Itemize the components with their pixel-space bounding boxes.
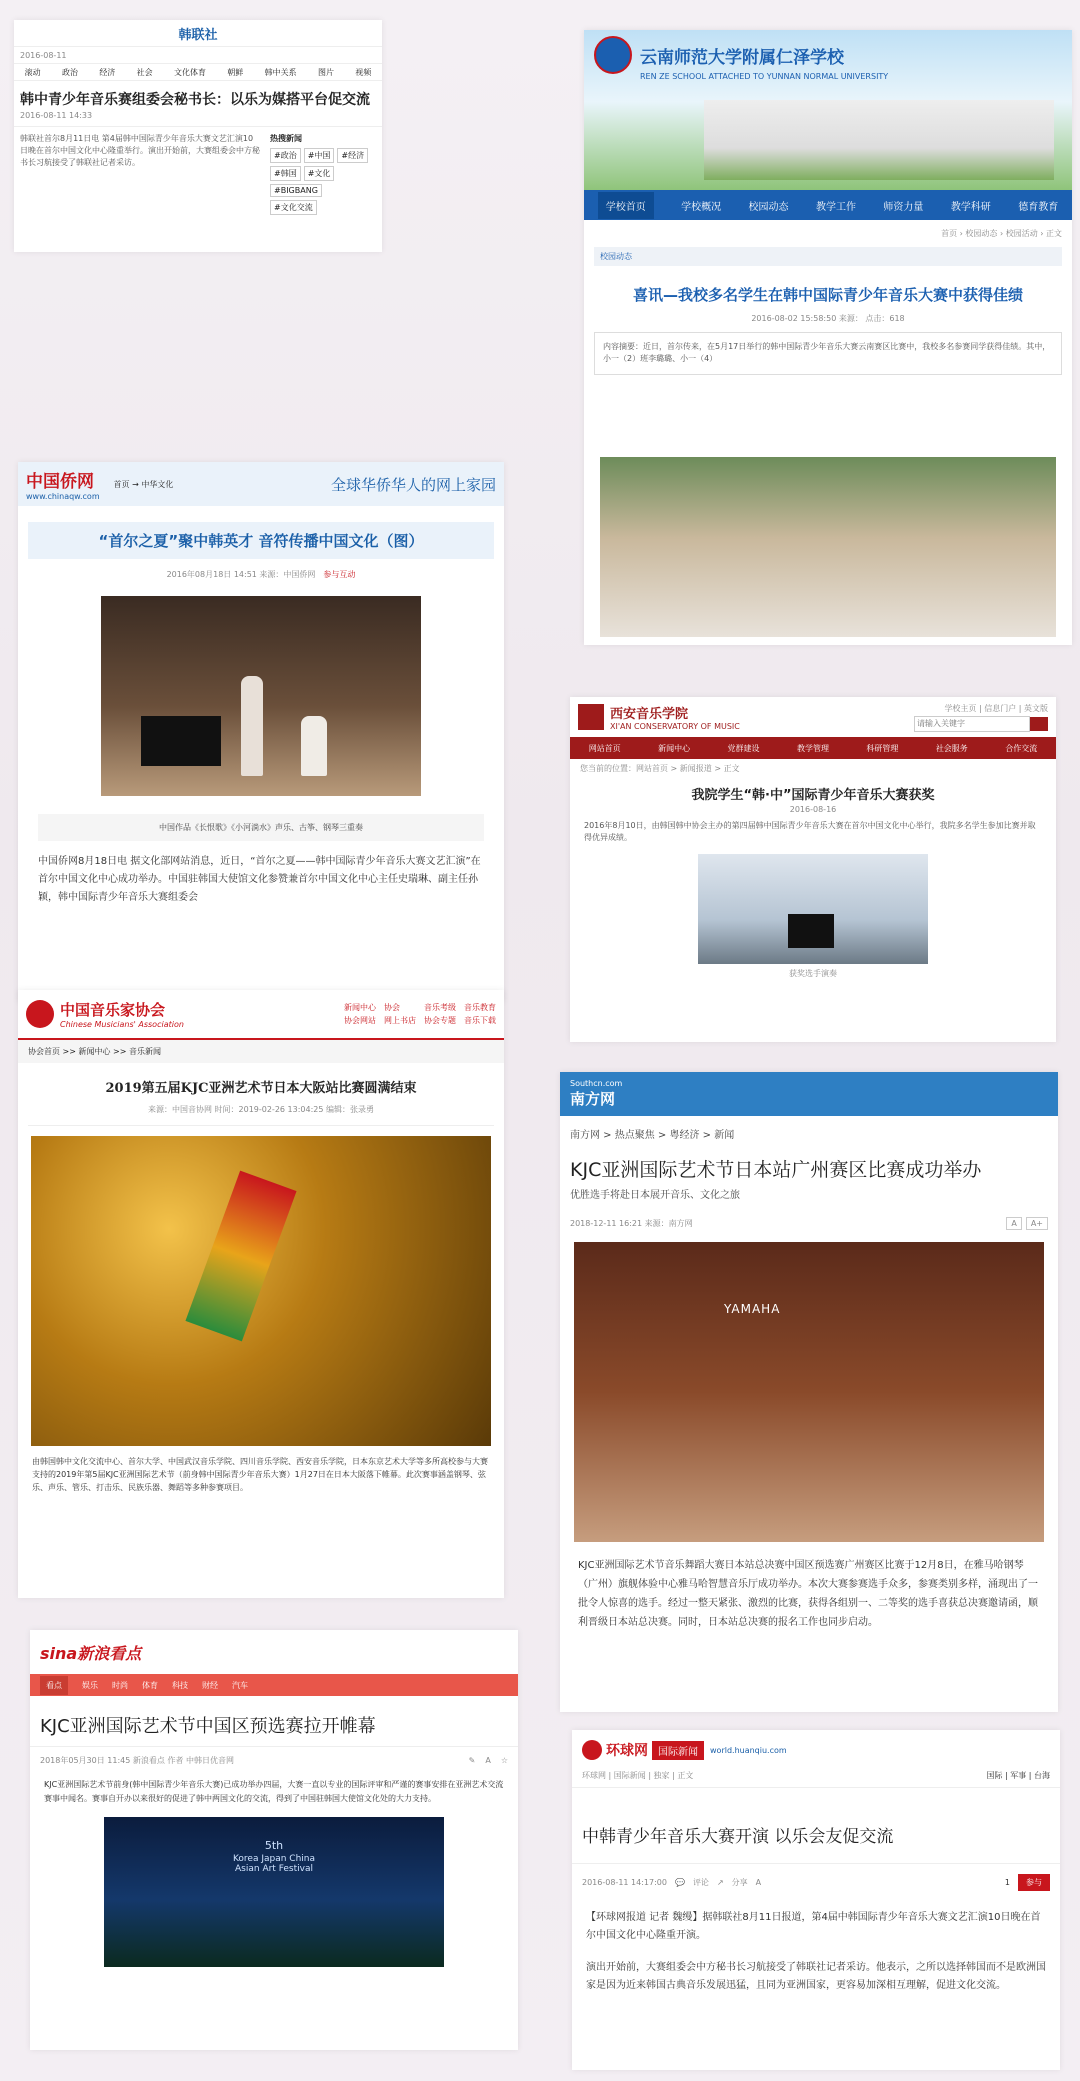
chinaqw-headline: “首尔之夏”聚中韩英才 音符传播中国文化（图） xyxy=(28,522,494,559)
yamaha-sign: YAMAHA xyxy=(724,1302,781,1316)
sina-nav-item[interactable]: 财经 xyxy=(202,1680,218,1690)
singer-shape xyxy=(241,676,263,776)
yunnan-nav-item[interactable]: 德育教育 xyxy=(1018,201,1059,213)
musicians-breadcrumb[interactable]: 协会首页 >> 新闻中心 >> 音乐新闻 xyxy=(18,1040,504,1063)
xian-top-links[interactable]: 学校主页 | 信息门户 | 英文版 xyxy=(944,703,1048,713)
medal-ribbon xyxy=(185,1171,296,1342)
chinaqw-interact-link[interactable]: 参与互动 xyxy=(323,570,356,579)
yonhap-header xyxy=(14,20,382,47)
musicians-link[interactable]: 协会网站 xyxy=(344,1016,376,1025)
yonhap-nav-item[interactable]: 滚动 xyxy=(24,67,41,77)
yunnan-nav-item[interactable]: 教学工作 xyxy=(815,201,856,213)
musicians-link[interactable]: 音乐考级 xyxy=(424,1003,456,1012)
chinaqw-meta: 2016年08月18日 14:51 来源：中国侨网 xyxy=(166,570,316,579)
yunnan-school-en: REN ZE SCHOOL ATTACHED TO YUNNAN NORMAL UNIVERSITY xyxy=(640,72,889,81)
xian-headline: 我院学生“韩·中”国际青少年音乐大赛获奖 xyxy=(691,788,935,803)
southcn-meta: 2018-12-11 16:21 来源：南方网 xyxy=(570,1219,693,1228)
banner-number: 5th xyxy=(264,1839,284,1853)
yonhap-body: 韩联社首尔8月11日电 第4届韩中国际青少年音乐大赛文艺汇演10日晚在首尔中国文化中心隆重举行。演出开始前，大赛组委会中方秘书长习航接受了韩联社记者采访。 xyxy=(20,134,260,167)
huanqiu-share-label[interactable]: 分享 xyxy=(731,1878,748,1887)
sina-header xyxy=(30,1630,518,1674)
yonhap-nav-item[interactable]: 经济 xyxy=(99,67,116,77)
sina-body: KJC亚洲国际艺术节前身(韩中国际青少年音乐大赛)已成功举办四届，大赛一直以专业的国际评审和严谨的赛事安排在亚洲艺术交流赛事中闻名。赛事自开办以来很好的促进了韩中两国文化的交流，得到了中国驻韩国大使馆文化处的大力支持。 xyxy=(44,1780,504,1803)
huanqiu-body-2: 演出开始前，大赛组委会中方秘书长习航接受了韩联社记者采访。他表示，之所以选择韩国而不是欧洲国家是因为近来韩国古典音乐发展迅猛，且同为亚洲国家，更容易加深相互理解，促进文化交流。 xyxy=(586,1962,1046,1991)
yonhap-tag[interactable]: #经济 xyxy=(337,148,368,163)
yunnan-nav-item[interactable]: 教学科研 xyxy=(950,201,991,213)
xian-photo-caption: 获奖选手演奏 xyxy=(789,969,837,978)
yonhap-nav-item[interactable]: 文化体育 xyxy=(173,67,206,77)
art-festival-stage-photo xyxy=(104,1817,444,1967)
xian-conservatory-card xyxy=(570,697,1056,1042)
xian-search-input[interactable] xyxy=(914,716,1030,732)
favorite-icon[interactable]: ☆ xyxy=(500,1756,508,1765)
banner-title: Korea Japan China Asian Art Festival xyxy=(232,1854,316,1875)
huanqiu-participate-button[interactable]: 参与 xyxy=(1018,1874,1050,1891)
musicians-meta: 来源：中国音协网 时间：2019-02-26 13:04:25 编辑：张录勇 xyxy=(28,1104,494,1126)
xian-nav-item[interactable]: 科研管理 xyxy=(866,743,899,753)
musicians-link[interactable]: 音乐教育 xyxy=(464,1003,496,1012)
yonhap-tag[interactable]: #中国 xyxy=(304,148,335,163)
font-size-small-button[interactable]: A xyxy=(1006,1217,1021,1230)
xian-header xyxy=(570,697,1056,737)
comment-icon[interactable]: ✎ xyxy=(468,1756,476,1765)
musicians-link[interactable]: 网上书店 xyxy=(384,1016,416,1025)
sina-nav-item[interactable]: 科技 xyxy=(172,1680,188,1690)
sina-nav-item[interactable]: 汽车 xyxy=(232,1680,248,1690)
musicians-link[interactable]: 协会 xyxy=(384,1003,400,1012)
xian-nav-item[interactable]: 网站首页 xyxy=(588,743,621,753)
southcn-subhead: 优胜选手将赴日本展开音乐、文化之旅 xyxy=(570,1190,740,1201)
search-icon[interactable] xyxy=(1030,717,1048,731)
yunnan-summary: 内容摘要：近日，首尔传来，在5月17日举行的韩中国际青少年音乐大赛云南赛区比赛中，我校多名参赛同学获得佳绩。其中，小一（2）班李璐璐、小一（4） xyxy=(594,332,1062,376)
sina-nav-item[interactable]: 时尚 xyxy=(112,1680,128,1690)
chinaqw-domain: www.chinaqw.com xyxy=(26,492,100,501)
xian-nav-item[interactable]: 党群建设 xyxy=(727,743,760,753)
huanqiu-logo-icon xyxy=(582,1740,602,1760)
yonhap-tag[interactable]: #BIGBANG xyxy=(270,184,322,197)
southcn-headline: KJC亚洲国际艺术节日本站广州赛区比赛成功举办 xyxy=(570,1159,982,1181)
yunnan-breadcrumb[interactable]: 首页 › 校园动态 › 校园活动 › 正文 xyxy=(941,229,1062,238)
font-size-large-button[interactable]: A+ xyxy=(1026,1217,1048,1230)
sina-nav-item[interactable]: 娱乐 xyxy=(82,1680,98,1690)
southcn-logo-en: Southcn.com xyxy=(570,1079,623,1088)
chinaqw-article-card xyxy=(18,462,504,1002)
association-emblem-icon xyxy=(26,1000,54,1028)
xian-nav-item[interactable]: 新闻中心 xyxy=(658,743,691,753)
yonhap-meta: 2016-08-11 14:33 xyxy=(14,111,382,127)
xian-nav-item[interactable]: 社会服务 xyxy=(935,743,968,753)
musicians-link[interactable]: 新闻中心 xyxy=(344,1003,376,1012)
musicians-headline: 2019第五届KJC亚洲艺术节日本大阪站比赛圆满结束 xyxy=(105,1081,417,1096)
southcn-logo[interactable]: 南方网 xyxy=(570,1090,616,1108)
students-award-photo xyxy=(600,457,1056,637)
yonhap-tag[interactable]: #韩国 xyxy=(270,166,301,181)
yonhap-headline: 韩中青少年音乐赛组委会秘书长：以乐为媒搭平台促交流 xyxy=(20,92,370,108)
piano-shape xyxy=(788,914,834,948)
xian-logo-en: XI'AN CONSERVATORY OF MUSIC xyxy=(610,722,740,731)
yunnan-nav-item-home[interactable]: 学校首页 xyxy=(598,192,654,219)
sina-article-card xyxy=(30,1630,518,2050)
yunnan-school-crest-icon xyxy=(594,36,632,74)
yonhap-tag[interactable]: #文化交流 xyxy=(270,200,317,215)
yonhap-article-card xyxy=(14,20,382,252)
yonhap-nav-item[interactable]: 社会 xyxy=(136,67,153,77)
sina-headline: KJC亚洲国际艺术节中国区预选赛拉开帷幕 xyxy=(30,1696,518,1747)
yonhap-sidebar-title: 热搜新闻 xyxy=(270,134,302,143)
yunnan-nav xyxy=(584,190,1072,220)
huanqiu-section-label[interactable]: 国际新闻 xyxy=(652,1741,704,1760)
musicians-logo-en: Chinese Musicians' Association xyxy=(60,1020,184,1029)
southcn-breadcrumb[interactable]: 南方网 > 热点聚焦 > 粤经济 > 新闻 xyxy=(570,1130,735,1141)
chinaqw-slogan: 全球华侨华人的网上家园 xyxy=(330,475,496,494)
huanqiu-header xyxy=(572,1730,1060,1770)
yonhap-dateline: 2016-08-11 xyxy=(20,50,67,60)
musicians-body: 由韩国韩中文化交流中心、首尔大学、中国武汉音乐学院、四川音乐学院、西安音乐学院，日本东京艺术大学等多所高校参与大赛支持的2019年第5届KJC亚洲国际艺术节（前身韩中国际青少年音乐大赛）1月27日在日本大阪落下帷幕。此次赛事涵盖钢琴、弦乐、声乐、管乐、打击乐、民族乐器、舞蹈等多种参赛项目。 xyxy=(32,1457,488,1492)
huanqiu-body: 【环球网报道 记者 魏缦】据韩联社8月11日报道，第4届中韩国际青少年音乐大赛文艺汇演10日晚在首尔中国文化中心隆重开演。 xyxy=(586,1912,1041,1941)
xian-nav-item[interactable]: 合作交流 xyxy=(1005,743,1038,753)
yunnan-meta: 2016-08-02 15:58:50 来源： 点击：618 xyxy=(751,313,905,323)
yonhap-nav-item[interactable]: 政治 xyxy=(61,67,78,77)
yunnan-nav-item[interactable]: 学校概况 xyxy=(681,201,722,213)
huanqiu-comment-count: 1 xyxy=(1004,1878,1010,1887)
chinaqw-performance-photo xyxy=(101,596,421,796)
yunnan-headline: 喜讯—我校多名学生在韩中国际青少年音乐大赛中获得佳绩 xyxy=(632,286,1023,304)
yunnan-nav-item[interactable]: 师资力量 xyxy=(883,201,924,213)
yonhap-nav-item[interactable]: 视频 xyxy=(355,67,372,77)
yonhap-tag[interactable]: #文化 xyxy=(304,166,335,181)
chinaqw-breadcrumb[interactable]: 首页 → 中华文化 xyxy=(113,479,174,489)
xian-body: 2016年8月10日，由韩国韩中协会主办的第四届韩中国际青少年音乐大赛在首尔中国文化中心举行，我院多名学生参加比赛并取得优异成绩。 xyxy=(584,821,1036,842)
musicians-logo[interactable]: 中国音乐家协会 xyxy=(60,1001,166,1019)
comment-icon[interactable]: 💬 xyxy=(674,1878,685,1887)
yonhap-nav-item[interactable]: 韩中关系 xyxy=(264,67,297,77)
gold-medals-photo xyxy=(31,1136,491,1446)
chinaqw-photo-caption: 中国作品《长恨歌》《小河淌水》声乐、古筝、钢琴三重奏 xyxy=(38,814,484,841)
huanqiu-toolbar xyxy=(572,1864,1060,1901)
yunnan-school-card xyxy=(584,30,1072,645)
southcn-body: KJC亚洲国际艺术节音乐舞蹈大赛日本站总决赛中国区预选赛广州赛区比赛于12月8日，在雅马哈钢琴（广州）旗舰体验中心雅马哈智慧音乐厅成功举办。本次大赛参赛选手众多，参赛类别多样，涌现出了一批令人惊喜的选手。经过一整天紧张、激烈的比赛，获得各组别一、二等奖的选手喜获总决赛邀请函，顺利晋级日本站总决赛。同时，日本站总决赛的报名工作也同步启动。 xyxy=(578,1560,1038,1628)
sina-nav-item[interactable]: 体育 xyxy=(142,1680,158,1690)
yonhap-nav xyxy=(14,63,382,81)
huanqiu-meta: 2016-08-11 14:17:00 xyxy=(582,1878,667,1887)
yunnan-school-name: 云南师范大学附属仁泽学校 xyxy=(640,47,844,68)
southcn-header xyxy=(560,1072,1058,1116)
yunnan-section-label: 校园动态 xyxy=(594,247,1062,266)
musicians-link[interactable]: 协会专题 xyxy=(424,1016,456,1025)
chinaqw-body: 中国侨网8月18日电 据文化部网站消息，近日，“首尔之夏——韩中国际青少年音乐大赛文艺汇演”在首尔中国文化中心成功举办。中国驻韩国大使馆文化参赞兼首尔中国文化中心主任史瑞琳、副主任孙颖，韩中国际青少年音乐大赛组委会 xyxy=(38,856,481,903)
sina-logo[interactable]: sina新浪看点 xyxy=(40,1643,142,1663)
xian-meta: 2016-08-16 xyxy=(789,805,837,814)
musicians-association-card xyxy=(18,990,504,1598)
sina-nav xyxy=(30,1674,518,1696)
piano-shape xyxy=(141,716,221,766)
sina-meta: 2018年05月30日 11:45 新浪看点 作者 中韩日优音网 xyxy=(40,1756,234,1765)
font-size-icon[interactable]: A xyxy=(485,1756,491,1765)
chinaqw-header xyxy=(18,462,504,506)
southcn-article-card xyxy=(560,1072,1058,1712)
font-size-icon[interactable]: A xyxy=(755,1878,762,1887)
share-icon[interactable]: ↗ xyxy=(716,1878,724,1887)
xian-performance-photo xyxy=(698,854,928,964)
huanqiu-headline: 中韩青少年音乐大赛开演 以乐会友促交流 xyxy=(572,1788,1060,1864)
musicians-link[interactable]: 音乐下载 xyxy=(464,1016,496,1025)
huanqiu-article-card xyxy=(572,1730,1060,2070)
yonhap-logo[interactable]: 韩联社 xyxy=(178,27,218,43)
xian-nav-item[interactable]: 教学管理 xyxy=(796,743,829,753)
chinaqw-logo[interactable]: 中国侨网 xyxy=(26,472,94,492)
sina-nav-item-active[interactable]: 看点 xyxy=(40,1676,68,1695)
school-building-image xyxy=(704,100,1054,180)
huanqiu-logo[interactable]: 环球网 xyxy=(606,1743,648,1759)
xian-nav xyxy=(570,737,1056,759)
musicians-header xyxy=(18,990,504,1040)
yonhap-tag[interactable]: #政治 xyxy=(270,148,301,163)
yunnan-nav-item[interactable]: 校园动态 xyxy=(748,201,789,213)
guzheng-player-shape xyxy=(301,716,327,776)
huanqiu-nav[interactable]: 环球网 | 国际新闻 | 独家 | 正文 xyxy=(582,1771,694,1780)
yonhap-nav-item[interactable]: 图片 xyxy=(317,67,334,77)
xian-breadcrumb[interactable]: 您当前的位置：网站首页 > 新闻报道 > 正文 xyxy=(580,764,740,773)
xian-logo[interactable]: 西安音乐学院 xyxy=(610,707,689,722)
yamaha-hall-photo xyxy=(574,1242,1044,1542)
huanqiu-domain: world.huanqiu.com xyxy=(710,1745,787,1755)
xian-seal-icon xyxy=(578,704,604,730)
yonhap-nav-item[interactable]: 朝鲜 xyxy=(227,67,244,77)
huanqiu-right-nav[interactable]: 国际 | 军事 | 台海 xyxy=(986,1771,1050,1780)
huanqiu-comment-label[interactable]: 评论 xyxy=(692,1878,709,1887)
yunnan-banner xyxy=(584,30,1072,190)
